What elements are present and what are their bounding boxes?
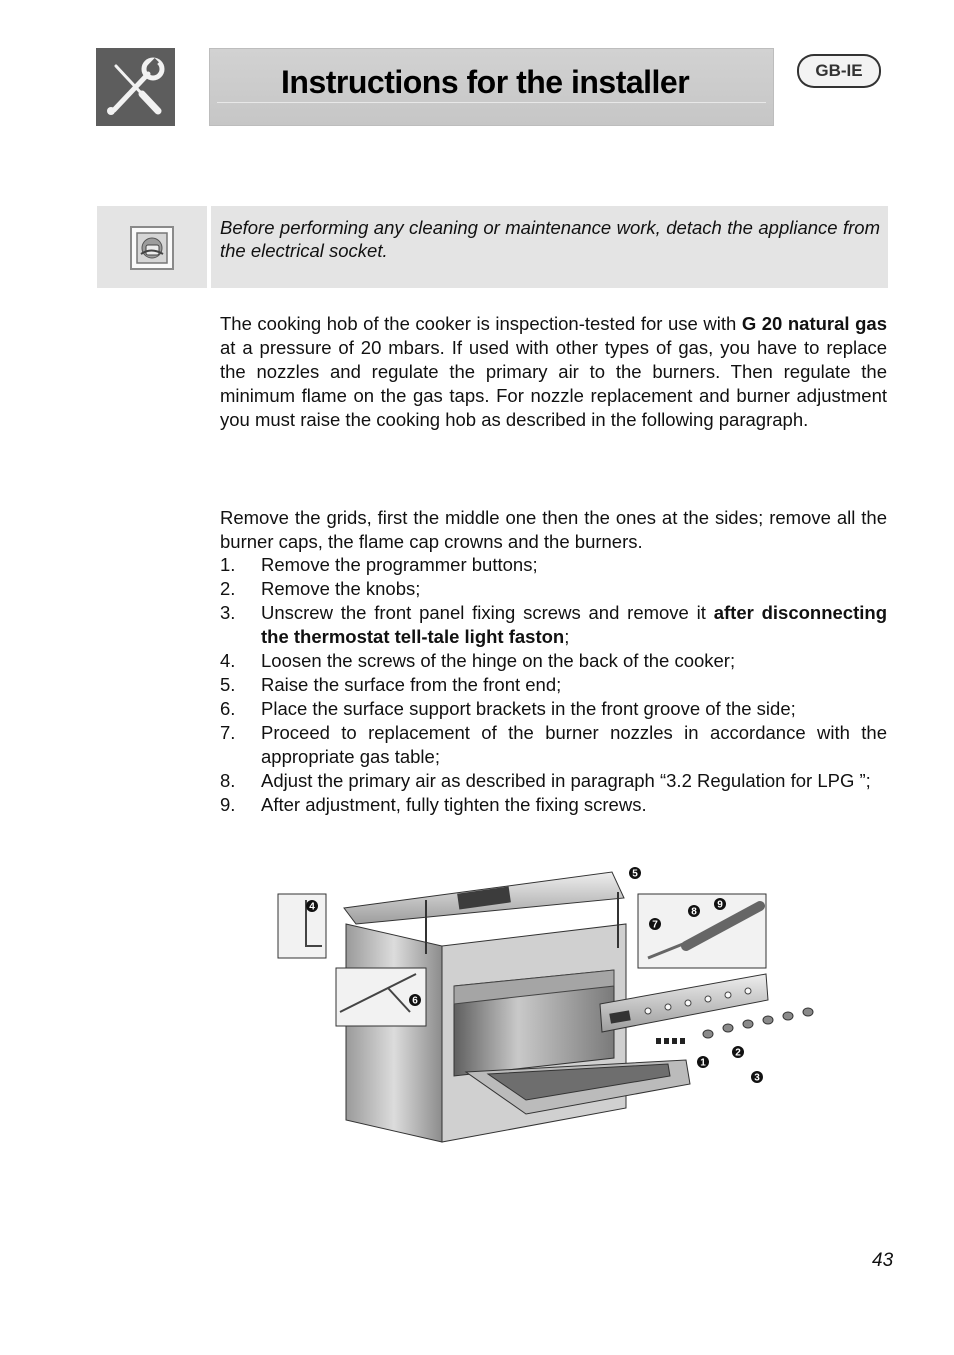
step-number: 3. <box>220 602 236 623</box>
callout-label: 5 <box>632 868 638 880</box>
step-number: 6. <box>220 698 236 719</box>
step-item <box>220 601 887 649</box>
step-number: 8. <box>220 770 236 791</box>
step-text: Proceed to replacement of the burner nozzles in accordance with the appropriate gas table; <box>261 722 887 767</box>
step-number: 5. <box>220 674 236 695</box>
step-number: 2. <box>220 578 236 599</box>
intro-paragraph <box>220 312 887 432</box>
step-text-end: ; <box>564 626 570 647</box>
electrical-socket-icon <box>97 206 207 288</box>
step-text: Adjust the primary air as described in paragraph “3.2 Regulation for LPG ”; <box>261 770 871 791</box>
tools-icon-box <box>96 48 175 126</box>
title-bar <box>209 48 774 126</box>
warning-box <box>211 206 888 288</box>
warning-text: Before performing any cleaning or maintenance work, detach the appliance from the electrical socket. <box>220 217 880 261</box>
inset-hinge <box>278 894 326 958</box>
callout-label: 3 <box>754 1072 760 1084</box>
step-item <box>220 673 887 697</box>
programmer-buttons <box>656 1038 685 1044</box>
callout-label: 7 <box>652 919 658 931</box>
step-item <box>220 793 887 817</box>
step-item <box>220 721 887 769</box>
title-rule <box>217 102 766 103</box>
step-number: 7. <box>220 722 236 743</box>
cooker-illustration-svg <box>276 862 826 1147</box>
page-title: Instructions for the installer <box>281 64 690 100</box>
procedure-intro: Remove the grids, first the middle one then the ones at the sides; remove all the burner caps, the flame cap crowns and the burners. <box>220 507 887 552</box>
step-number: 4. <box>220 650 236 671</box>
step-text: Unscrew the front panel fixing screws and remove it <box>261 602 714 623</box>
callout-label: 2 <box>735 1047 741 1059</box>
step-item <box>220 553 887 577</box>
step-text: Raise the surface from the front end; <box>261 674 562 695</box>
gas-type: G 20 natural gas <box>741 313 887 334</box>
intro-text-1: The cooking hob of the cooker is inspection-tested for use with <box>220 313 742 334</box>
callout-label: 9 <box>717 899 723 911</box>
language-badge: GB-IE <box>797 54 881 88</box>
warning-icon-box <box>97 206 207 288</box>
cooker-illustration <box>276 862 826 1147</box>
step-text: Remove the knobs; <box>261 578 421 599</box>
step-text: Place the surface support brackets in the front groove of the side; <box>261 698 796 719</box>
step-text: Remove the programmer buttons; <box>261 554 538 575</box>
step-text: Loosen the screws of the hinge on the back of the cooker; <box>261 650 736 671</box>
callout-label: 8 <box>691 906 697 918</box>
step-number: 1. <box>220 554 236 575</box>
intro-text-2: at a pressure of 20 mbars. If used with other types of gas, you have to replace the nozzles and regulate the primary air to the burners. Then regulate the minimum flame on the gas taps. For nozzle replacement and burner adjustment you must raise the cooking hob as described in the following paragraph. <box>220 337 887 430</box>
step-item <box>220 769 887 793</box>
step-list <box>220 553 887 817</box>
callout-label: 6 <box>412 995 418 1007</box>
removed-knobs <box>703 1008 813 1038</box>
step-bold-text: after disconnecting the thermostat tell-tale light faston <box>261 602 887 647</box>
callout-label: 1 <box>700 1057 706 1069</box>
step-item <box>220 697 887 721</box>
callout-label: 4 <box>309 901 315 913</box>
page-number: 43 <box>872 1250 894 1271</box>
inset-nozzle <box>638 894 766 968</box>
step-item <box>220 577 887 601</box>
wrench-screwdriver-icon <box>96 48 175 126</box>
cooker-left-side <box>346 924 442 1142</box>
step-number: 9. <box>220 794 236 815</box>
step-text: After adjustment, fully tighten the fixing screws. <box>261 794 647 815</box>
step-item <box>220 649 887 673</box>
